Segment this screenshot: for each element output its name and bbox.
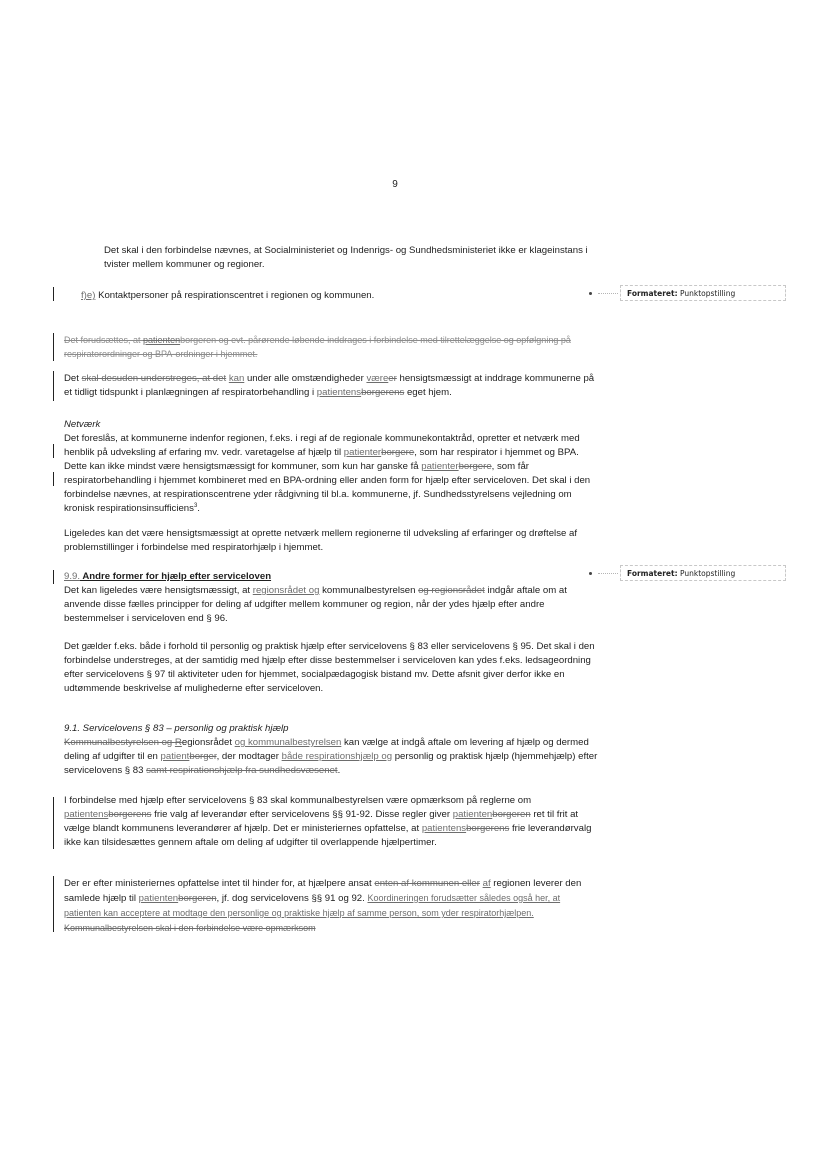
text: . [197,503,200,514]
deleted-text: borgeren [178,893,217,904]
deleted-text: R [174,737,182,748]
text: ret til frit at vælge blandt kommunens leverandører af hjælp. Det er ministeriernes opfattelse, at [64,809,579,834]
text: indgår aftale om at anvende disse fælles principper for deling af udgifter mellem kommuner og region, når der ydes hjælp efter andre bestemmelser i serviceloven end § 96. [64,585,567,624]
section-title: Andre former for hjælp efter serviceloven [80,571,272,582]
inserted-text: Koordineringen forudsætter således også her, at patienten kan acceptere at modtage den personlige og praktiske hjælp af samme person, som yder respiratorhjælpen. [64,893,561,918]
text: Det [64,373,82,384]
inserted-text: patienter [343,447,382,458]
change-bar [53,570,54,584]
paragraph-text: Ligeledes kan det være hensigtsmæssigt at oprette netværk mellem regionerne til udveksling af erfaringer og drøftelse af problemstillinger i forbindelse med respiratorhjælp i hjemmet. [64,528,577,553]
text: Der er efter ministeriernes opfattelse intet til hinder for, at hjælpere ansat [64,878,375,889]
text: kan vælge at indgå aftale om levering af hjælp og dermed deling af udgifter til en [64,737,589,762]
deleted-text: borgeren [492,809,531,820]
list-item-kontaktpersoner [81,289,581,303]
paragraph-text: Det gælder f.eks. både i forhold til personlig og praktisk hjælp efter servicelovens § 83 eller servicelovens § 95. Det skal i den forbindelse understreges, at der samtidig med hjælp efter disse bestemmelser i serviceloven kan ydes f.eks. ledsageordning efter servicelovens § 97 til aktiviteter uden for hjemmet, socialpædagogisk bistand mv. Dette afsnit giver derfor ikke en udtømmende beskrivelse af mulighederne efter serviceloven. [64,641,595,694]
footnote-reference[interactable]: 3 [193,502,198,509]
comment-value: Punktopstilling [679,569,736,578]
text: , som har respirator i hjemmet og BPA. Dette kan ikke mindst være hensigtsmæssigt for kommuner, som kun har ganske få [64,447,579,472]
section-netvaerk [64,418,598,516]
inserted-text: både respirationshjælp og [281,751,393,762]
change-bar [53,444,54,458]
deleted-text: borgere [381,447,415,458]
inserted-text: af [482,878,491,889]
inserted-text: patienten [138,893,179,904]
deleted-paragraph [64,333,584,361]
format-comment-2[interactable] [620,565,786,581]
text: , som får respiratorbehandling i hjemmet kombineret med en BPA-ordning eller anden form for hjælp efter serviceloven. Det skal i den forbindelse nævnes, at respirationscentrene yder rådgivning til bl.a. kommunerne, jf. Sundhedsstyrelsens vejledning om kronisk respirationsinsufficiens [64,461,591,514]
text: , der modtager [216,751,282,762]
text: Det foreslås, at kommunerne indenfor regionen, f.eks. i regi af de regionale kommunekontaktråd, opretter et netværk med henblik på udveksling af erfaring mv. vedr. varetagelse af hjælp til [64,433,580,458]
deleted-text: er [388,373,397,384]
comment-connector [598,573,618,574]
paragraph-9-9 [64,584,598,626]
deleted-text: borgere [458,461,492,472]
section-number: 9.9. [64,571,81,582]
comment-value: Punktopstilling [679,289,736,298]
section-title: 9.1. Servicelovens § 83 – personlig og praktisk hjælp [64,723,289,734]
inserted-text: og kommunalbestyrelsen [234,737,342,748]
paragraph-paragraf-83 [64,640,598,696]
deleted-text: Kommunalbestyrelsen skal i den forbindelse være opmærksom [64,923,316,933]
inserted-text: være [366,373,389,384]
deleted-text: borgerens [361,387,405,398]
inserted-text: patientens [421,823,467,834]
text: kommunalbestyrelsen [319,585,419,596]
list-marker: f)e) [81,290,96,301]
section-9-1 [64,722,598,778]
text: regionen leverer den samlede hjælp til [64,878,582,904]
text: , jf. dog servicelovens §§ 91 og 92. [216,893,368,904]
paragraph-hjaelpere [64,877,590,936]
page-number: 9 [392,179,398,190]
deleted-text: borgeren og evt. pårørende løbende inddrages i forbindelse med tilrettelæggelse og opfølgning på respiratorordninger og BPA-ordninger i hjemmet. [64,335,571,359]
text: frie leverandørvalg ikke kan tilsidesættes gennem aftale om deling af udgifter til overlappende hjælpertimer. [64,823,592,848]
paragraph-text: Det skal i den forbindelse nævnes, at Socialministeriet og Indenrigs- og Sundhedsministeriet ikke er klageinstans i tvister mellem kommuner og regioner. [104,245,588,270]
comment-label: Formateret: [627,569,678,578]
section-heading [64,570,598,584]
section-title: Netværk [64,419,101,430]
deleted-text: Kommunalbestyrelsen og [64,737,175,748]
inserted-text: kan [228,373,245,384]
deleted-text: Det forudsættes, at [64,335,144,345]
change-bar [53,876,54,932]
comment-label: Formateret: [627,289,678,298]
text: hensigtsmæssigt at inddrage kommunerne på et tidligt tidspunkt i planlægningen af respiratorbehandling i [64,373,595,398]
text: I forbindelse med hjælp efter servicelovens § 83 skal kommunalbestyrelsen være opmærksom på reglerne om [64,795,532,806]
inserted-text: patienten [143,335,181,345]
section-9-9 [64,570,598,626]
format-comment-1[interactable] [620,285,786,301]
text: eget hjem. [404,387,452,398]
deleted-text: borgerens [108,809,152,820]
deleted-text: borgerens [466,823,510,834]
inserted-text: patienten [452,809,493,820]
inserted-text: patientens [64,809,109,820]
deleted-text: skal desuden understreges, at det [81,373,227,384]
change-bar [53,797,54,849]
paragraph-9-1 [64,736,598,778]
inserted-text: patientens [316,387,362,398]
paragraph-frit-valg [64,794,598,850]
deleted-text: enten af kommunen eller [374,878,480,889]
change-bar [53,472,54,486]
text: under alle omstændigheder [244,373,367,384]
text: frie valg af leverandør efter servicelovens §§ 91-92. Disse regler giver [151,809,453,820]
text: egionsrådet [181,737,235,748]
paragraph-klageinstans [104,244,598,272]
change-bar [53,287,54,301]
change-bar [53,371,54,401]
comment-anchor [589,292,592,295]
comment-anchor [589,572,592,575]
inserted-text: patienter [421,461,459,472]
paragraph-inddrage-kommunerne [64,372,598,400]
deleted-text: borger [189,751,217,762]
comment-connector [598,293,618,294]
change-bar [53,333,54,361]
paragraph-netvaerk-regioner [64,527,598,555]
deleted-text: samt respirationshjælp fra sundhedsvæsenet [146,765,338,776]
paragraph-netvaerk [64,432,598,516]
list-item-text: Kontaktpersoner på respirationscentret i regionen og kommunen. [98,290,375,301]
deleted-text: og regionsrådet [418,585,485,596]
text: personlig og praktisk hjælp (hjemmehjælp) efter servicelovens § 83 [64,751,598,776]
inserted-text: regionsrådet og [252,585,320,596]
text: . [337,765,341,776]
inserted-text: patient [160,751,190,762]
text: Det kan ligeledes være hensigtsmæssigt, at [64,585,253,596]
